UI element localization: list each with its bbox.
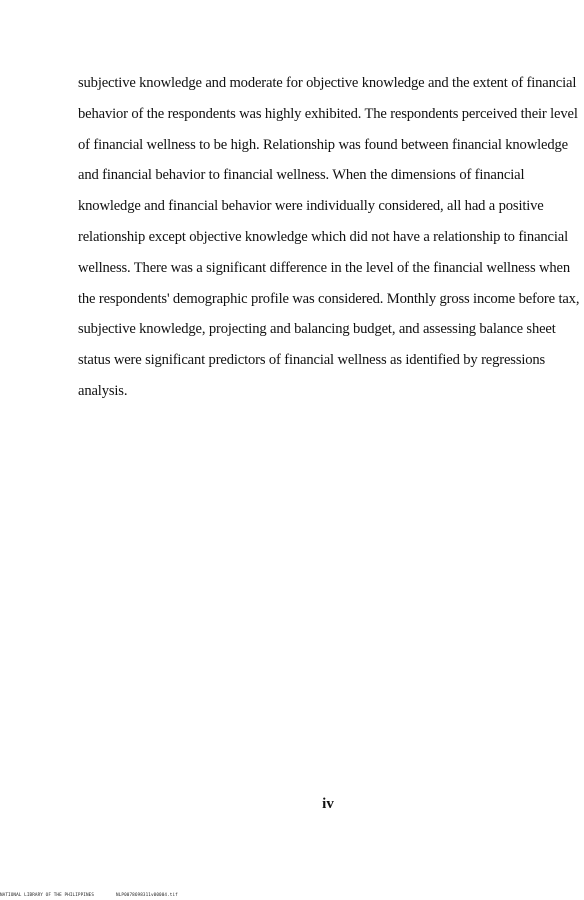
paragraph-line: analysis. [78, 382, 128, 399]
paragraph-line: the respondents' demographic profile was considered. Monthly gross income before tax, [78, 290, 580, 307]
paragraph-line: subjective knowledge and moderate for objective knowledge and the extent of financial [78, 75, 577, 91]
paragraph-line: and financial behavior to financial wellness. When the dimensions of financial [78, 167, 525, 184]
library-name: NATIONAL LIBRARY OF THE PHILIPPINES [0, 893, 95, 898]
scan-file-id: NLP0078698311v00004.tif [116, 893, 178, 898]
paragraph-line: relationship except objective knowledge which did not have a relationship to financial [78, 228, 569, 245]
paragraph-line: behavior of the respondents was highly exhibited. The respondents perceived their level [78, 105, 578, 122]
abstract-paragraph [78, 68, 578, 407]
paragraph-line: subjective knowledge, projecting and balancing budget, and assessing balance sheet [78, 321, 556, 338]
page-number: iv [322, 796, 334, 812]
paragraph-line: knowledge and financial behavior were individually considered, all had a positive [78, 198, 544, 215]
paragraph-line: wellness. There was a significant difference in the level of the financial wellness when [78, 259, 570, 276]
paragraph-line: status were significant predictors of financial wellness as identified by regressions [78, 352, 546, 369]
scan-footer [0, 893, 178, 898]
paragraph-line: of financial wellness to be high. Relationship was found between financial knowledge [78, 136, 568, 153]
